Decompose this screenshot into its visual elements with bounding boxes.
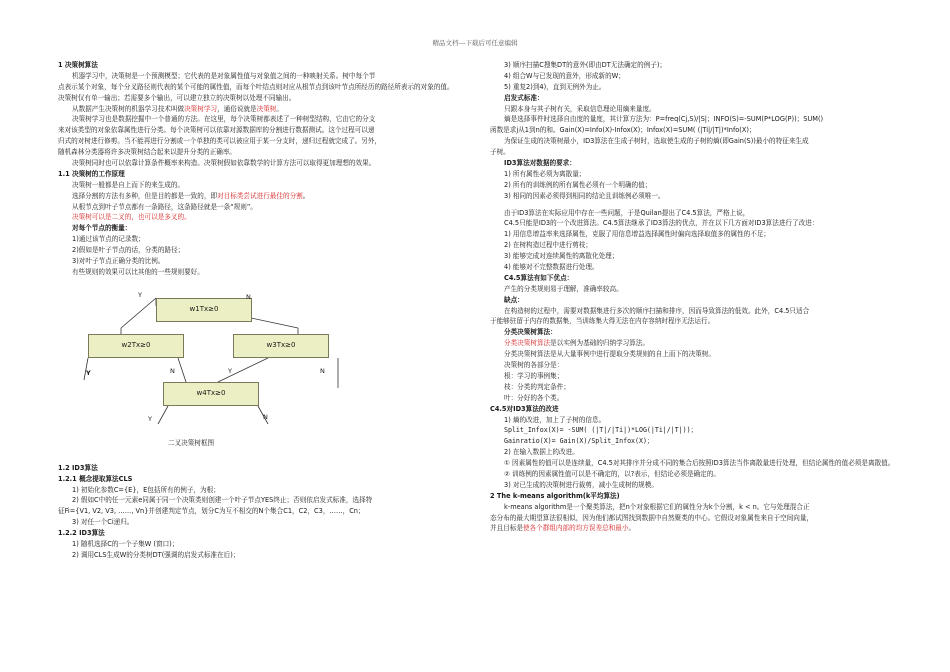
list-item: 2) 调用CLS生成W的分类树DT(强调的启发式标准在后)； bbox=[72, 550, 240, 559]
list-item: 1)通过该节点的记录数； bbox=[72, 235, 145, 244]
subheading: 对每个节点的衡量： bbox=[72, 224, 132, 233]
edge-right-y bbox=[218, 358, 268, 382]
branch-label-n: N bbox=[246, 292, 251, 301]
list-item: 3) 顺序扫描C搜集DT的意外(即由DT无法确定的例子)； bbox=[504, 61, 667, 69]
list-item: 3) 对任一个Ci递归。 bbox=[72, 518, 134, 527]
list-item: 1) 熵的改进，加上了子树的信息。 bbox=[504, 415, 606, 424]
branch-label-y: Y bbox=[86, 368, 91, 377]
paragraph-line: 子树。 bbox=[490, 148, 510, 157]
branch-label-n: N bbox=[320, 366, 325, 375]
subheading: 分类决策树算法： bbox=[504, 328, 557, 337]
paragraph-line: k-means algorithm是一个聚类算法，把n个对象根据它们的属性分为k个分割，k < n。它与处理混合正 bbox=[504, 502, 810, 511]
paragraph-line: 决策树一般都是自上而下的来生成的。 bbox=[72, 180, 185, 189]
section-title: 1.2.2 ID3算法 bbox=[58, 529, 105, 538]
paragraph-line: 随机森林分类器将许多决策树结合起来以提升分类的正确率。 bbox=[58, 148, 237, 157]
list-item: 2) 假如C中的任一元素e同属于同一个决策类则创建一个叶子节点YES终止；否则依启发式标准，选择特 bbox=[72, 496, 373, 505]
branch-label-y: Y bbox=[228, 366, 232, 375]
tree-node-root: w1Tx≥0 bbox=[156, 298, 252, 322]
paragraph-line: 决策树的各部分是： bbox=[504, 361, 564, 370]
subheading: ID3算法对数据的要求： bbox=[504, 159, 576, 168]
list-item: 3) 能够完成对连续属性的离散化处理； bbox=[504, 252, 619, 261]
paragraph-line: 归式的对树进行修剪。当不能再进行分割或一个单独的类可以被应用于某一分支时，递归过程就完成了。另外， bbox=[58, 137, 382, 146]
paragraph-line: 从数据产生决策树的机器学习技术叫做决策树学习，通俗说就是决策树。 bbox=[72, 104, 283, 113]
paragraph-line: 选择分割的方法有多种，但是目的都是一致的，即对目标类尝试进行最佳的分割。 bbox=[72, 191, 310, 200]
list-item: 2) 在树构造过程中进行剪枝； bbox=[504, 241, 592, 250]
formula-line: Gainratio(X)= Gain(X)/Split_Infox(X)； bbox=[504, 437, 654, 446]
list-item: 2) 所有的训练例的所有属性必须有一个明确的值； bbox=[504, 180, 652, 189]
edge-root-right bbox=[251, 318, 298, 328]
branch-label-y: Y bbox=[148, 414, 152, 423]
paragraph-line: 有些规则的效果可以比其他的一些规则要好。 bbox=[72, 267, 204, 276]
edge-root-left bbox=[121, 298, 156, 328]
paragraph-line: 决策树同时也可以依靠计算条件概率来构造。决策树假如依靠数学的计算方法可以取得更加理想的效果。 bbox=[72, 159, 376, 168]
paragraph-line: 决策树仅有单一输出；若需要多个输出，可以建立独立的决策树以处理不同输出。 bbox=[58, 93, 296, 102]
section-title: 1 决策树算法 bbox=[58, 61, 98, 69]
paragraph-line: C4.5只能是ID3的一个改进算法。C4.5算法继承了ID3算法的优点，并在以下几方面对ID3算法进行了改进： bbox=[504, 219, 819, 228]
paragraph-line: 由于ID3算法在实际应用中存在一些问题，于是Quilan提出了C4.5算法，严格上说， bbox=[504, 208, 750, 217]
list-item: ② 训练例的因素属性值可以是不确定的，以?表示，但结论必须是确定的。 bbox=[504, 469, 720, 478]
paragraph-line: 于能够驻留于内存的数据集，当训练集大得无法在内存容纳时程序无法运行。 bbox=[490, 317, 715, 326]
list-item: 1) 初始化参数C={E}，E包括所有的例子，为根； bbox=[72, 485, 220, 494]
formula-line: Split_Infox(X)= -SUM( (|T|/|Ti|)*LOG(|Ti|/|T|))； bbox=[504, 426, 698, 435]
section-title: 1.2 ID3算法 bbox=[58, 463, 98, 472]
list-item: 4) 组合W与已发现的意外，形成新的W； bbox=[504, 71, 625, 80]
paragraph-line: 点表示某个对象，每个分叉路径则代表的某个可能的属性值，而每个叶结点则对应从根节点到该叶节点所经历的路径所表示的对象的值。 bbox=[58, 82, 454, 91]
edge-bottom-y bbox=[158, 406, 168, 424]
paragraph-line: 产生的分类规则易于理解，准确率较高。 bbox=[504, 284, 623, 293]
paragraph-line: 分类决策树算法是从大量事例中进行提取分类规则的自上而下的决策树。 bbox=[504, 350, 715, 359]
left-column bbox=[58, 60, 463, 561]
list-item: 3)对叶子节点正确分类的比例。 bbox=[72, 257, 165, 266]
subheading: 缺点： bbox=[504, 295, 524, 304]
paragraph-line: 分类决策树算法是以实例为基础的归纳学习算法。 bbox=[504, 339, 650, 348]
paragraph-line: 决策树学习也是数据挖掘中一个普通的方法。在这里，每个决策树都表述了一种树型结构，它由它的分支 bbox=[72, 115, 376, 124]
list-item: 1) 用信息增益率来选择属性，克服了用信息增益选择属性时偏向选择取值多的属性的不足； bbox=[504, 230, 771, 239]
paragraph-line: 并且目标是使各个群组内部的均方误差总和最小。 bbox=[490, 524, 636, 533]
list-item: 2)假如是叶子节点的话，分类的路径； bbox=[72, 246, 185, 255]
right-column bbox=[490, 60, 895, 534]
list-item: 1) 所有属性必须为离散量； bbox=[504, 169, 586, 178]
tree-node-bottom: w4Tx≥0 bbox=[163, 382, 259, 406]
paragraph-line: 函数是求j从1到n的和。Gain(X)=Info(X)-Infox(X)；Infox(X)=SUM( (|Ti|/|T|)*Info(X)； bbox=[490, 126, 756, 135]
paragraph-line: 机器学习中，决策树是一个预测模型；它代表的是对象属性值与对象值之间的一种映射关系。树中每个节 bbox=[72, 71, 376, 80]
binary-decision-tree-diagram bbox=[58, 278, 463, 463]
section-title: 1.2.1 概念提取算法CLS bbox=[58, 474, 133, 483]
list-item: 叶：分好的各个类。 bbox=[504, 393, 564, 402]
list-item: 2) 在输入数据上的改进。 bbox=[504, 448, 579, 457]
paragraph-line: 只跟本身与其子树有关，采取信息理论用熵来量度。 bbox=[504, 104, 656, 113]
list-item: 征Fi={V1, V2, V3, ……, Vn}并创建判定节点，划分C为互不相交的N个集合C1，C2，C3，……，Cn； bbox=[58, 507, 365, 516]
edge-left-n bbox=[178, 358, 186, 382]
section-title: 2 The k-means algorithm(k平均算法) bbox=[490, 491, 620, 500]
diagram-caption: 二叉决策树框图 bbox=[168, 438, 215, 447]
paragraph-line: 态分布的最大期望算法很相似，因为他们都试图找到数据中自然聚类的中心。它假设对象属性来自于空间向量， bbox=[490, 513, 814, 522]
paragraph-line: 来对该类型的对象依靠属性进行分类。每个决策树可以依靠对源数据库的分割进行数据测试。这个过程可以递 bbox=[58, 126, 375, 135]
tree-node-right: w3Tx≥0 bbox=[233, 334, 329, 358]
branch-label-n: N bbox=[263, 412, 268, 421]
paragraph-line: 熵是选择事件时选择自由度的量度，其计算方法为：P=freq(Cj,S)/|S|；INFO(S)=-SUM(P*LOG(P))；SUM() bbox=[504, 115, 824, 124]
paragraph-line: 为保证生成的决策树最小，ID3算法在生成子树时，选取使生成的子树的熵(即Gain(S))最小的特征来生成 bbox=[504, 137, 809, 146]
paragraph-line: 在构造树的过程中，需要对数据集进行多次的顺序扫描和排序，因而导致算法的低效。此外，C4.5只适合 bbox=[504, 306, 810, 315]
subheading: 启发式标准： bbox=[504, 93, 544, 102]
list-item: 1) 随机选择C的一个子集W (窗口)； bbox=[72, 540, 179, 549]
section-title: C4.5对ID3算法的改进 bbox=[490, 404, 559, 413]
section-title: 1.1 决策树的工作原理 bbox=[58, 169, 125, 178]
branch-label-y: Y bbox=[138, 290, 142, 299]
paragraph-line: 决策树可以是二叉的，也可以是多叉的。 bbox=[72, 213, 191, 222]
list-item: 3) 对已生成的决策树进行裁剪，减小生成树的规模。 bbox=[504, 480, 658, 489]
list-item: 3) 相同的因素必须得到相同的结论且训练例必须唯一。 bbox=[504, 191, 665, 200]
tree-edges bbox=[58, 278, 463, 463]
list-item: 5) 重复2)到4)，直到无例外为止。 bbox=[504, 82, 606, 91]
list-item: 根：学习的事例集； bbox=[504, 371, 564, 380]
branch-label-n: N bbox=[170, 366, 175, 375]
subheading: C4.5算法有如下优点： bbox=[504, 273, 574, 282]
list-item: ① 因素属性的值可以是连续量，C4.5对其排序并分成不同的集合后按照ID3算法当作离散量进行处理，但结论属性的值必须是离散值。 bbox=[504, 459, 895, 468]
tree-node-left: w2Tx≥0 bbox=[88, 334, 184, 358]
list-item: 枝：分类的判定条件； bbox=[504, 382, 570, 391]
page-header: 精品文档---下载后可任意编辑 bbox=[432, 39, 518, 47]
list-item: 4) 能够对不完整数据进行处理。 bbox=[504, 263, 599, 272]
paragraph-line: 从根节点到叶子节点都有一条路径，这条路径就是一条“规则”。 bbox=[72, 202, 257, 211]
